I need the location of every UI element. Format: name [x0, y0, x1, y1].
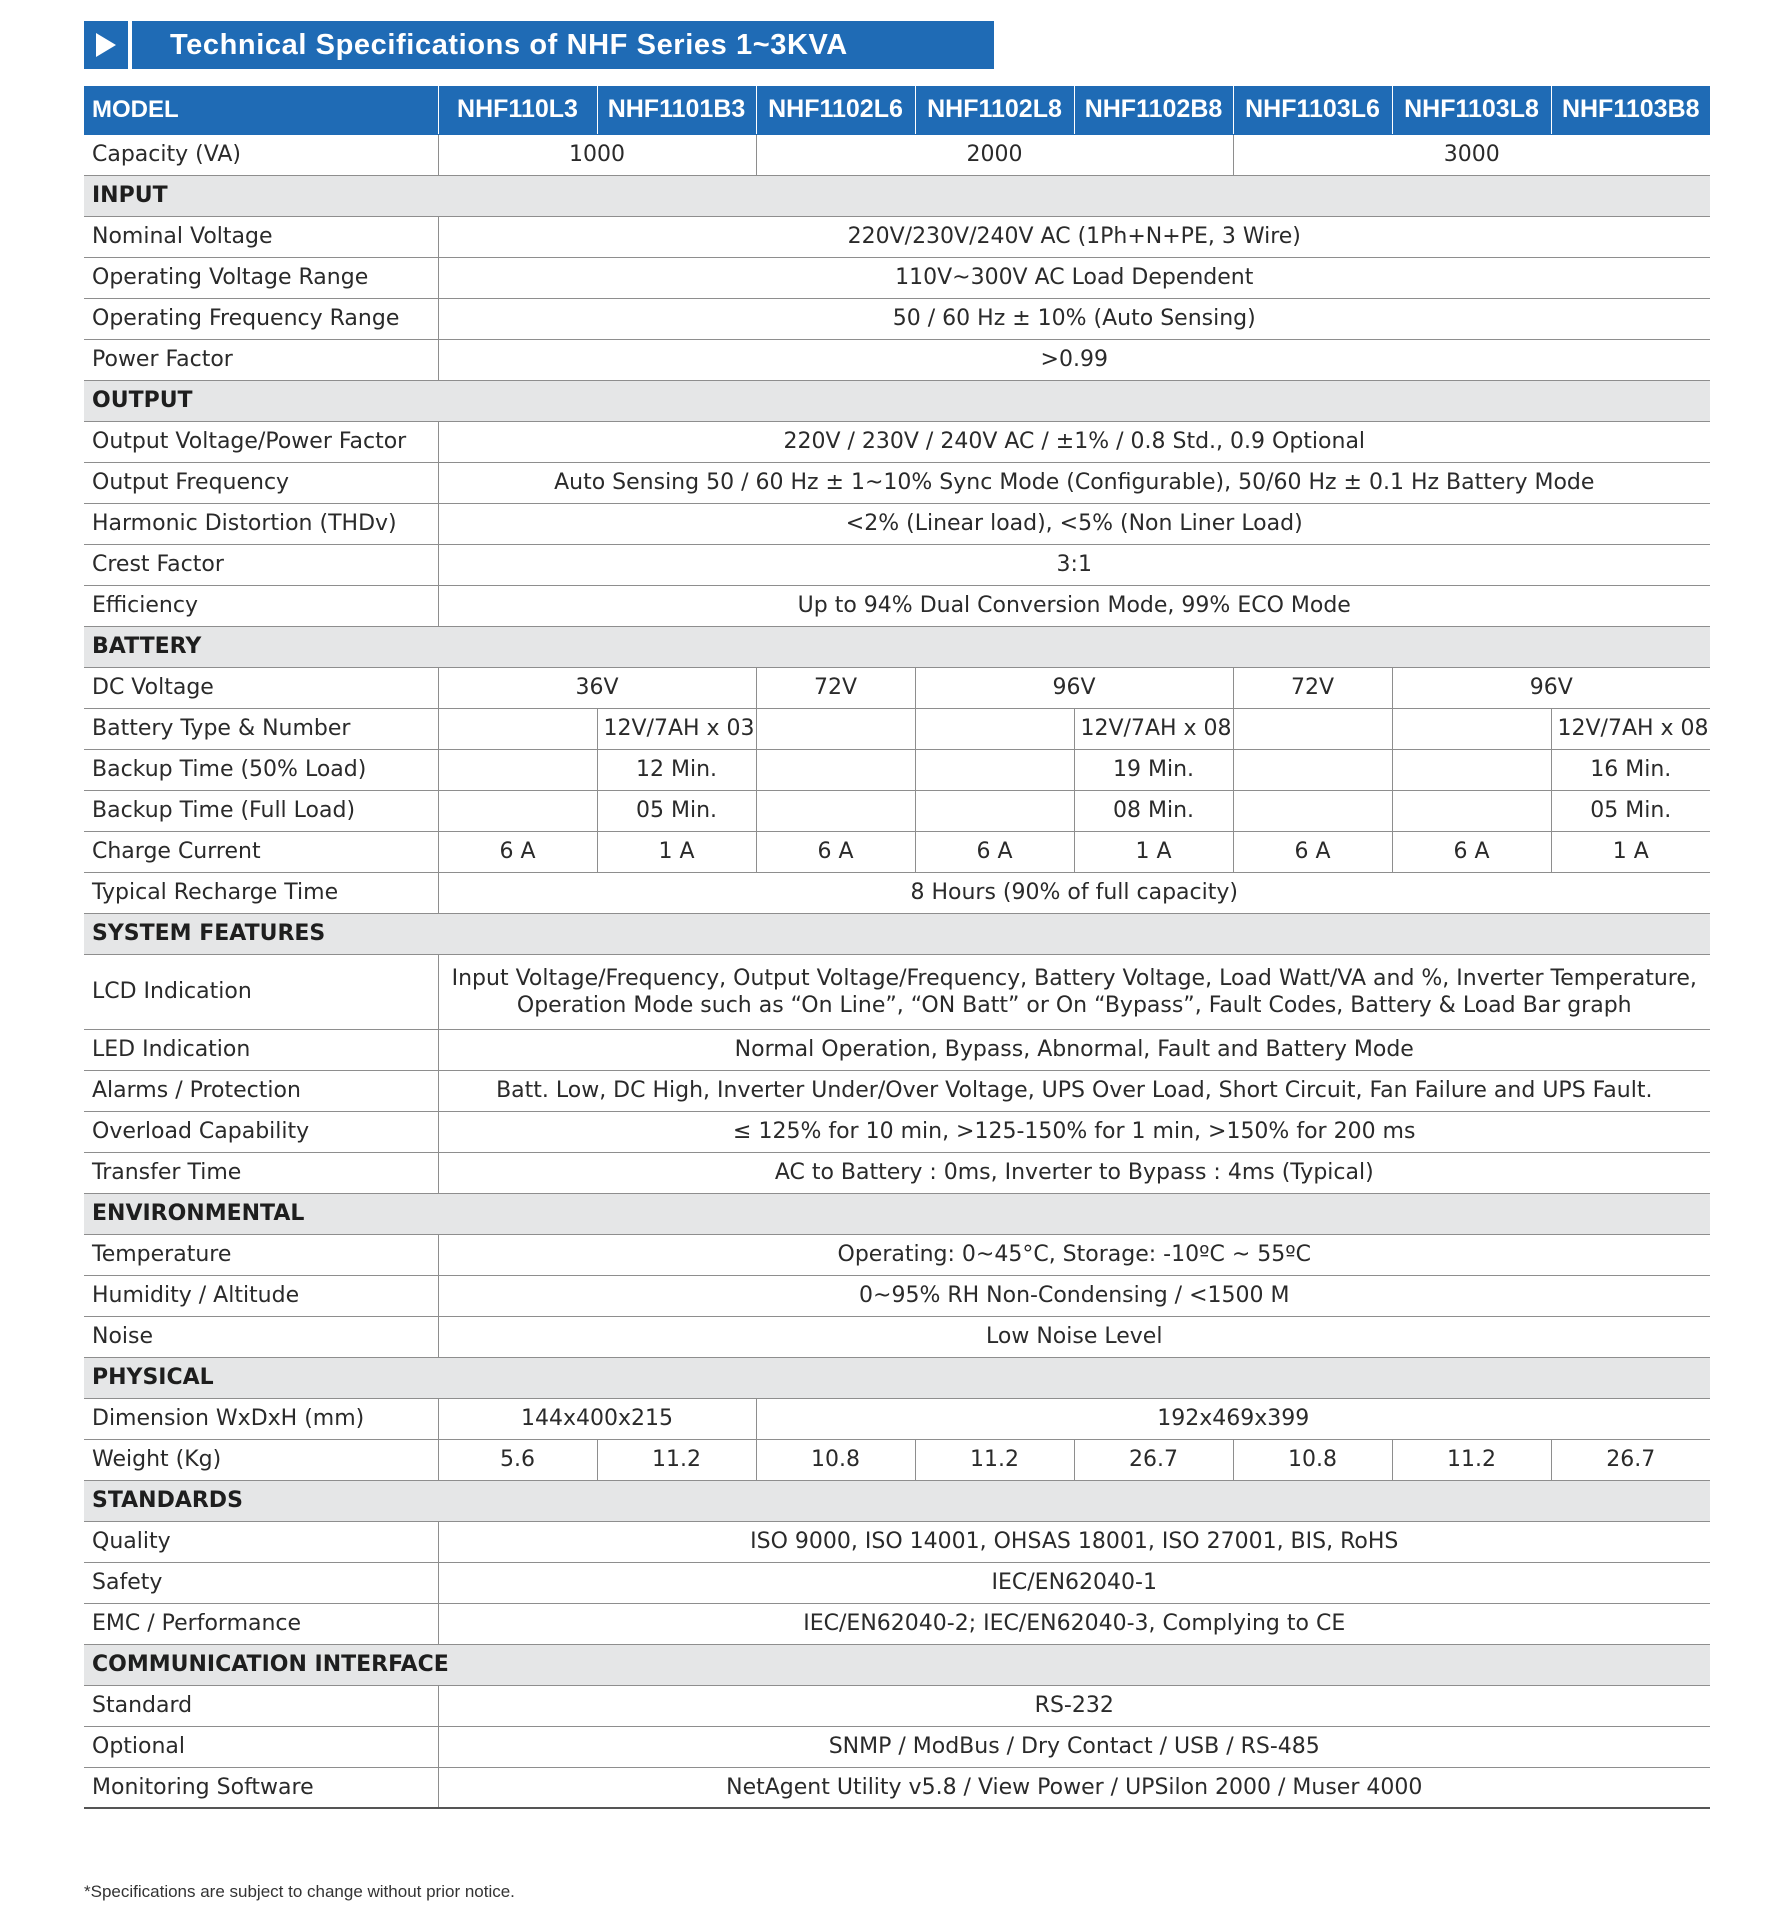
spec-value — [756, 749, 915, 790]
spec-value: Operating: 0~45°C, Storage: -10ºC ~ 55ºC — [438, 1234, 1710, 1275]
spec-label: Alarms / Protection — [84, 1070, 438, 1111]
spec-value: 6 A — [438, 831, 597, 872]
section-row — [84, 1357, 1710, 1398]
spec-value: 1 A — [1074, 831, 1233, 872]
spec-label: Overload Capability — [84, 1111, 438, 1152]
spec-value: 26.7 — [1551, 1439, 1710, 1480]
spec-value: 11.2 — [597, 1439, 756, 1480]
spec-value: 50 / 60 Hz ± 10% (Auto Sensing) — [438, 298, 1710, 339]
spec-value: SNMP / ModBus / Dry Contact / USB / RS-485 — [438, 1726, 1710, 1767]
spec-label: Battery Type & Number — [84, 708, 438, 749]
spec-row — [84, 1029, 1710, 1070]
spec-body — [84, 134, 1710, 1808]
model-name: NHF1103L6 — [1233, 86, 1392, 134]
spec-row — [84, 134, 1710, 175]
section-heading: OUTPUT — [84, 380, 1710, 421]
spec-row — [84, 790, 1710, 831]
spec-value: 10.8 — [1233, 1439, 1392, 1480]
spec-row — [84, 544, 1710, 585]
spec-value: 11.2 — [915, 1439, 1074, 1480]
model-name: NHF110L3 — [438, 86, 597, 134]
spec-label: Efficiency — [84, 585, 438, 626]
spec-value: 12V/7AH x 08 — [1551, 708, 1710, 749]
spec-value: 96V — [1392, 667, 1710, 708]
spec-value: 05 Min. — [1551, 790, 1710, 831]
spec-value: 0~95% RH Non-Condensing / <1500 M — [438, 1275, 1710, 1316]
spec-row — [84, 1562, 1710, 1603]
spec-value: 1 A — [597, 831, 756, 872]
spec-row — [84, 831, 1710, 872]
spec-table — [84, 86, 1710, 1809]
spec-value — [1233, 790, 1392, 831]
spec-value: NetAgent Utility v5.8 / View Power / UPSilon 2000 / Muser 4000 — [438, 1767, 1710, 1808]
section-row — [84, 175, 1710, 216]
spec-value: IEC/EN62040-1 — [438, 1562, 1710, 1603]
spec-value: 8 Hours (90% of full capacity) — [438, 872, 1710, 913]
spec-value: 192x469x399 — [756, 1398, 1710, 1439]
model-header-row — [84, 86, 1710, 134]
model-name: NHF1103L8 — [1392, 86, 1551, 134]
spec-label: DC Voltage — [84, 667, 438, 708]
page-title: Technical Specifications of NHF Series 1~3KVA — [170, 28, 848, 61]
spec-value — [756, 708, 915, 749]
spec-value: 1000 — [438, 134, 756, 175]
section-heading: BATTERY — [84, 626, 1710, 667]
spec-label: LED Indication — [84, 1029, 438, 1070]
spec-value — [438, 790, 597, 831]
spec-value — [915, 790, 1074, 831]
spec-value: 12V/7AH x 03 — [597, 708, 756, 749]
spec-value: 05 Min. — [597, 790, 756, 831]
spec-value: 6 A — [1233, 831, 1392, 872]
spec-value: Batt. Low, DC High, Inverter Under/Over Voltage, UPS Over Load, Short Circuit, Fan Failure and UPS Fault. — [438, 1070, 1710, 1111]
model-name: NHF1103B8 — [1551, 86, 1710, 134]
section-heading: ENVIRONMENTAL — [84, 1193, 1710, 1234]
spec-value: 72V — [1233, 667, 1392, 708]
spec-value: 16 Min. — [1551, 749, 1710, 790]
spec-label: Operating Voltage Range — [84, 257, 438, 298]
spec-label: Standard — [84, 1685, 438, 1726]
spec-row — [84, 1316, 1710, 1357]
model-name: NHF1102L8 — [915, 86, 1074, 134]
spec-row — [84, 1234, 1710, 1275]
model-name: NHF1101B3 — [597, 86, 756, 134]
spec-value: 12 Min. — [597, 749, 756, 790]
spec-value: 6 A — [1392, 831, 1551, 872]
spec-value: 08 Min. — [1074, 790, 1233, 831]
spec-value — [915, 708, 1074, 749]
spec-value: 36V — [438, 667, 756, 708]
spec-value: 144x400x215 — [438, 1398, 756, 1439]
spec-value: 3:1 — [438, 544, 1710, 585]
spec-label: Typical Recharge Time — [84, 872, 438, 913]
spec-row — [84, 1685, 1710, 1726]
section-row — [84, 626, 1710, 667]
spec-value: 2000 — [756, 134, 1233, 175]
spec-label: Operating Frequency Range — [84, 298, 438, 339]
section-heading: INPUT — [84, 175, 1710, 216]
spec-value — [1392, 790, 1551, 831]
spec-value: 110V~300V AC Load Dependent — [438, 257, 1710, 298]
spec-label: LCD Indication — [84, 954, 438, 1029]
spec-row — [84, 954, 1710, 1029]
spec-value — [915, 749, 1074, 790]
spec-label: Power Factor — [84, 339, 438, 380]
spec-value: Up to 94% Dual Conversion Mode, 99% ECO Mode — [438, 585, 1710, 626]
play-icon — [84, 21, 132, 69]
spec-value — [1233, 749, 1392, 790]
spec-label: Weight (Kg) — [84, 1439, 438, 1480]
spec-value: 220V / 230V / 240V AC / ±1% / 0.8 Std., 0.9 Optional — [438, 421, 1710, 462]
spec-value — [756, 790, 915, 831]
spec-row — [84, 585, 1710, 626]
spec-row — [84, 872, 1710, 913]
spec-value: Low Noise Level — [438, 1316, 1710, 1357]
spec-row — [84, 1521, 1710, 1562]
spec-row — [84, 257, 1710, 298]
spec-row — [84, 1152, 1710, 1193]
spec-label: Nominal Voltage — [84, 216, 438, 257]
spec-value: 6 A — [915, 831, 1074, 872]
spec-row — [84, 749, 1710, 790]
spec-row — [84, 1767, 1710, 1808]
spec-value: 12V/7AH x 08 — [1074, 708, 1233, 749]
spec-row — [84, 298, 1710, 339]
spec-value: ≤ 125% for 10 min, >125-150% for 1 min, >150% for 200 ms — [438, 1111, 1710, 1152]
spec-label: Temperature — [84, 1234, 438, 1275]
spec-label: Monitoring Software — [84, 1767, 438, 1808]
spec-value: >0.99 — [438, 339, 1710, 380]
spec-value: 96V — [915, 667, 1233, 708]
spec-value: Auto Sensing 50 / 60 Hz ± 1~10% Sync Mode (Configurable), 50/60 Hz ± 0.1 Hz Battery Mode — [438, 462, 1710, 503]
spec-value — [1392, 749, 1551, 790]
spec-label: Backup Time (50% Load) — [84, 749, 438, 790]
spec-row — [84, 1275, 1710, 1316]
model-name: NHF1102L6 — [756, 86, 915, 134]
spec-value: ISO 9000, ISO 14001, OHSAS 18001, ISO 27001, BIS, RoHS — [438, 1521, 1710, 1562]
spec-value: <2% (Linear load), <5% (Non Liner Load) — [438, 503, 1710, 544]
spec-label: Output Voltage/Power Factor — [84, 421, 438, 462]
section-row — [84, 1644, 1710, 1685]
spec-label: Dimension WxDxH (mm) — [84, 1398, 438, 1439]
spec-label: Crest Factor — [84, 544, 438, 585]
spec-value: 11.2 — [1392, 1439, 1551, 1480]
section-heading: SYSTEM FEATURES — [84, 913, 1710, 954]
footnote: *Specifications are subject to change without prior notice. — [84, 1882, 515, 1901]
spec-value: RS-232 — [438, 1685, 1710, 1726]
spec-row — [84, 503, 1710, 544]
spec-value: 19 Min. — [1074, 749, 1233, 790]
model-header-label: MODEL — [84, 86, 438, 134]
spec-row — [84, 1070, 1710, 1111]
spec-value: 26.7 — [1074, 1439, 1233, 1480]
spec-value: 72V — [756, 667, 915, 708]
spec-value: 6 A — [756, 831, 915, 872]
section-row — [84, 380, 1710, 421]
spec-label: Output Frequency — [84, 462, 438, 503]
spec-row — [84, 708, 1710, 749]
section-row — [84, 1480, 1710, 1521]
spec-label: Humidity / Altitude — [84, 1275, 438, 1316]
spec-label: EMC / Performance — [84, 1603, 438, 1644]
spec-row — [84, 667, 1710, 708]
spec-value: IEC/EN62040-2; IEC/EN62040-3, Complying to CE — [438, 1603, 1710, 1644]
spec-row — [84, 216, 1710, 257]
spec-label: Backup Time (Full Load) — [84, 790, 438, 831]
section-heading: PHYSICAL — [84, 1357, 1710, 1398]
spec-label: Transfer Time — [84, 1152, 438, 1193]
spec-value: 10.8 — [756, 1439, 915, 1480]
spec-value: 5.6 — [438, 1439, 597, 1480]
spec-value: 220V/230V/240V AC (1Ph+N+PE, 3 Wire) — [438, 216, 1710, 257]
spec-row — [84, 1398, 1710, 1439]
spec-label: Harmonic Distortion (THDv) — [84, 503, 438, 544]
spec-row — [84, 421, 1710, 462]
spec-row — [84, 462, 1710, 503]
model-name: NHF1102B8 — [1074, 86, 1233, 134]
section-row — [84, 913, 1710, 954]
spec-label: Quality — [84, 1521, 438, 1562]
spec-label: Capacity (VA) — [84, 134, 438, 175]
section-heading: COMMUNICATION INTERFACE — [84, 1644, 1710, 1685]
spec-row — [84, 339, 1710, 380]
title-banner — [84, 21, 994, 69]
spec-row — [84, 1603, 1710, 1644]
spec-value — [438, 708, 597, 749]
spec-row — [84, 1726, 1710, 1767]
spec-value: 1 A — [1551, 831, 1710, 872]
spec-value: AC to Battery : 0ms, Inverter to Bypass : 4ms (Typical) — [438, 1152, 1710, 1193]
section-row — [84, 1193, 1710, 1234]
spec-label: Optional — [84, 1726, 438, 1767]
spec-label: Safety — [84, 1562, 438, 1603]
spec-row — [84, 1111, 1710, 1152]
spec-value — [1233, 708, 1392, 749]
spec-label: Charge Current — [84, 831, 438, 872]
spec-row — [84, 1439, 1710, 1480]
spec-value — [1392, 708, 1551, 749]
spec-value: Normal Operation, Bypass, Abnormal, Fault and Battery Mode — [438, 1029, 1710, 1070]
spec-value: 3000 — [1233, 134, 1710, 175]
spec-value — [438, 749, 597, 790]
section-heading: STANDARDS — [84, 1480, 1710, 1521]
spec-label: Noise — [84, 1316, 438, 1357]
spec-value: Input Voltage/Frequency, Output Voltage/Frequency, Battery Voltage, Load Watt/VA and %, Inverter Temperature, Operation Mode such as “On Line”, “ON Batt” or On “Bypass”, Fault Codes, Battery & Load Bar graph — [438, 954, 1710, 1029]
